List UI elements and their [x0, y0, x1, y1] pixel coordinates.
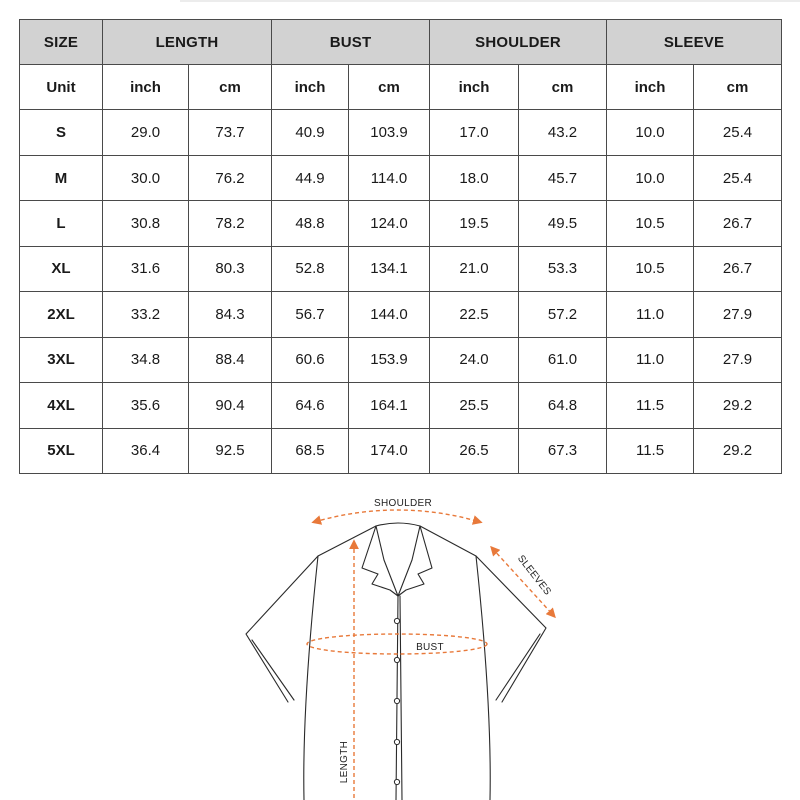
- measurement-cell: 90.4: [189, 383, 272, 428]
- table-row: [20, 155, 782, 200]
- measurement-cell: 26.7: [694, 201, 782, 246]
- measurement-cell: 22.5: [430, 292, 519, 337]
- measurement-cell: 27.9: [694, 337, 782, 382]
- size-label-cell: S: [20, 110, 103, 155]
- measurement-cell: 11.5: [607, 383, 694, 428]
- size-label-cell: 2XL: [20, 292, 103, 337]
- length-label: LENGTH: [339, 740, 350, 784]
- button-icon: [394, 698, 399, 703]
- measurement-cell: 45.7: [519, 155, 607, 200]
- size-chart-table: [19, 19, 782, 474]
- table-row: [20, 110, 782, 155]
- measurement-cell: 57.2: [519, 292, 607, 337]
- measurement-cell: 64.8: [519, 383, 607, 428]
- measurement-cell: 76.2: [189, 155, 272, 200]
- measurement-cell: 29.2: [694, 428, 782, 474]
- measurement-cell: 11.0: [607, 292, 694, 337]
- measurement-cell: 29.2: [694, 383, 782, 428]
- unit-label: Unit: [20, 65, 103, 110]
- measurement-cell: 73.7: [189, 110, 272, 155]
- measurement-cell: 144.0: [349, 292, 430, 337]
- measurement-cell: 153.9: [349, 337, 430, 382]
- unit-cell: cm: [694, 65, 782, 110]
- measurement-cell: 103.9: [349, 110, 430, 155]
- measurement-cell: 164.1: [349, 383, 430, 428]
- measurement-cell: 25.4: [694, 155, 782, 200]
- measurement-cell: 60.6: [272, 337, 349, 382]
- measurement-cell: 114.0: [349, 155, 430, 200]
- measurement-cell: 67.3: [519, 428, 607, 474]
- table-row: [20, 292, 782, 337]
- unit-cell: cm: [189, 65, 272, 110]
- measurement-cell: 124.0: [349, 201, 430, 246]
- measurement-cell: 17.0: [430, 110, 519, 155]
- table-row: [20, 383, 782, 428]
- measurement-cell: 24.0: [430, 337, 519, 382]
- header-length: LENGTH: [103, 20, 272, 65]
- unit-cell: cm: [519, 65, 607, 110]
- measurement-cell: 56.7: [272, 292, 349, 337]
- measurement-cell: 25.5: [430, 383, 519, 428]
- measurement-cell: 52.8: [272, 246, 349, 291]
- unit-cell: inch: [430, 65, 519, 110]
- measurement-cell: 29.0: [103, 110, 189, 155]
- measurement-cell: 19.5: [430, 201, 519, 246]
- size-label-cell: M: [20, 155, 103, 200]
- measurement-cell: 10.0: [607, 110, 694, 155]
- shoulder-label: SHOULDER: [374, 498, 432, 509]
- measurement-cell: 11.5: [607, 428, 694, 474]
- measurement-cell: 64.6: [272, 383, 349, 428]
- measurement-cell: 11.0: [607, 337, 694, 382]
- unit-cell: inch: [272, 65, 349, 110]
- header-shoulder: SHOULDER: [430, 20, 607, 65]
- unit-cell: cm: [349, 65, 430, 110]
- size-label-cell: L: [20, 201, 103, 246]
- measurement-cell: 30.0: [103, 155, 189, 200]
- shirt-measurement-diagram: [0, 476, 800, 800]
- measurement-cell: 53.3: [519, 246, 607, 291]
- measurement-cell: 43.2: [519, 110, 607, 155]
- bust-label: BUST: [416, 642, 444, 653]
- unit-row: [20, 65, 782, 110]
- measurement-cell: 92.5: [189, 428, 272, 474]
- measurement-cell: 33.2: [103, 292, 189, 337]
- measurement-cell: 26.5: [430, 428, 519, 474]
- measurement-cell: 61.0: [519, 337, 607, 382]
- measurement-cell: 44.9: [272, 155, 349, 200]
- measurement-cell: 27.9: [694, 292, 782, 337]
- measurement-cell: 21.0: [430, 246, 519, 291]
- table-row: [20, 201, 782, 246]
- measurement-cell: 36.4: [103, 428, 189, 474]
- measurement-cell: 68.5: [272, 428, 349, 474]
- measurement-cell: 34.8: [103, 337, 189, 382]
- button-icon: [394, 618, 399, 623]
- sleeves-label: SLEEVES: [514, 553, 553, 598]
- table-row: [20, 246, 782, 291]
- size-label-cell: 5XL: [20, 428, 103, 474]
- measurement-cell: 80.3: [189, 246, 272, 291]
- button-icon: [394, 739, 399, 744]
- measurement-cell: 10.5: [607, 246, 694, 291]
- measurement-cell: 174.0: [349, 428, 430, 474]
- size-label-cell: 4XL: [20, 383, 103, 428]
- size-label-cell: XL: [20, 246, 103, 291]
- measurement-cell: 30.8: [103, 201, 189, 246]
- measurement-cell: 10.0: [607, 155, 694, 200]
- measurement-cell: 26.7: [694, 246, 782, 291]
- button-icon: [394, 779, 399, 784]
- measurement-cell: 48.8: [272, 201, 349, 246]
- unit-cell: inch: [103, 65, 189, 110]
- measurement-cell: 10.5: [607, 201, 694, 246]
- button-icon: [394, 657, 399, 662]
- top-divider: [180, 0, 800, 2]
- unit-cell: inch: [607, 65, 694, 110]
- measurement-cell: 31.6: [103, 246, 189, 291]
- measurement-cell: 78.2: [189, 201, 272, 246]
- measurement-cell: 18.0: [430, 155, 519, 200]
- table-header-row: [20, 20, 782, 65]
- measurement-cell: 84.3: [189, 292, 272, 337]
- header-bust: BUST: [272, 20, 430, 65]
- measurement-cell: 88.4: [189, 337, 272, 382]
- measurement-cell: 40.9: [272, 110, 349, 155]
- measurement-cell: 25.4: [694, 110, 782, 155]
- measurement-cell: 134.1: [349, 246, 430, 291]
- table-row: [20, 337, 782, 382]
- size-label-cell: 3XL: [20, 337, 103, 382]
- header-sleeve: SLEEVE: [607, 20, 782, 65]
- header-size: SIZE: [20, 20, 103, 65]
- table-row: [20, 428, 782, 474]
- measurement-cell: 35.6: [103, 383, 189, 428]
- measurement-cell: 49.5: [519, 201, 607, 246]
- shoulder-arrow: [314, 510, 480, 522]
